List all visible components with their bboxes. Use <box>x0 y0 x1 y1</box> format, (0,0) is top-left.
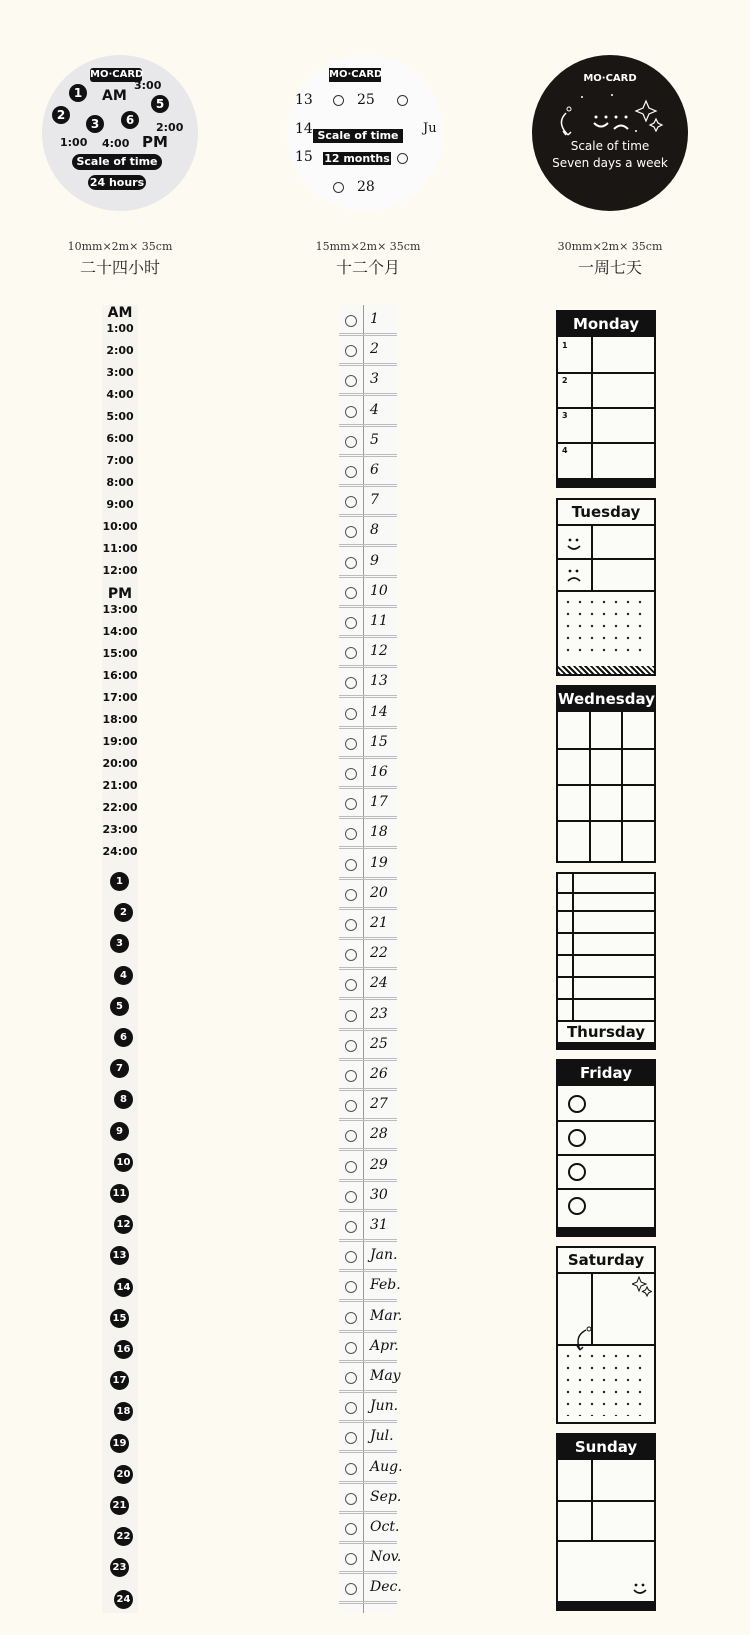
checkbox-circle-icon <box>568 1197 586 1215</box>
hour-number-dot: 6 <box>114 1028 133 1047</box>
row-label: 20 <box>370 884 388 901</box>
ring-icon <box>345 375 357 387</box>
month-num: 14 <box>295 121 313 137</box>
time-label: 8:00 <box>106 476 134 489</box>
month-row <box>339 668 397 698</box>
time-label: 3:00 <box>134 79 162 92</box>
time-label: 11:00 <box>102 542 138 555</box>
row-label: Jul. <box>370 1428 394 1445</box>
month-row <box>339 1423 397 1453</box>
ring-icon <box>345 1010 357 1022</box>
row-label: 5 <box>370 431 379 448</box>
ring-icon <box>345 677 357 689</box>
ring-icon <box>345 1221 357 1233</box>
month-row <box>339 548 397 578</box>
hour-number-dot: 20 <box>114 1465 133 1484</box>
hour-number-dot: 17 <box>110 1371 129 1390</box>
row-label: 6 <box>370 462 379 478</box>
time-label: 17:00 <box>102 691 138 704</box>
month-row <box>339 487 397 517</box>
month-row <box>339 1272 401 1302</box>
ring-icon <box>345 1040 357 1052</box>
card-monday <box>556 310 656 488</box>
day-label: Wednesday <box>558 687 654 712</box>
month-row <box>339 1574 402 1604</box>
ring-icon <box>345 1281 357 1293</box>
hour-number-dot: 8 <box>114 1090 133 1109</box>
hour-number-dot: 10 <box>114 1153 133 1172</box>
month-row <box>339 910 397 940</box>
ring-icon <box>397 153 408 164</box>
ring-icon <box>345 1553 357 1565</box>
ring-icon <box>345 828 357 840</box>
day-label: Thursday <box>558 1020 654 1042</box>
ring-icon <box>345 1432 357 1444</box>
am-label: AM <box>102 88 127 104</box>
ring-icon <box>397 95 408 106</box>
circle-24-hours <box>42 55 198 211</box>
spec-name: 一周七天 <box>577 258 642 277</box>
month-row <box>339 578 397 608</box>
month-row <box>339 638 397 668</box>
ring-icon <box>345 315 357 327</box>
time-label: 24:00 <box>102 845 138 858</box>
time-label: 6:00 <box>106 432 134 445</box>
day-label: Saturday <box>558 1248 654 1274</box>
hour-number-dot: 9 <box>110 1122 129 1141</box>
month-row <box>339 306 397 336</box>
hour-number-dot: 5 <box>110 997 129 1016</box>
month-row <box>339 1212 397 1242</box>
hour-number-dot: 14 <box>114 1278 133 1297</box>
ring-icon <box>345 1161 357 1173</box>
arrow-icon <box>572 1322 598 1352</box>
month-row <box>339 1333 397 1363</box>
ring-icon <box>345 1251 357 1263</box>
row-label: 22 <box>370 945 388 962</box>
hour-number-dot: 21 <box>110 1496 129 1515</box>
row-label: May <box>370 1368 401 1384</box>
hour-dot: 1 <box>69 84 87 102</box>
period-label: AM <box>107 305 133 321</box>
row-label: 27 <box>370 1096 388 1113</box>
card-saturday <box>556 1246 656 1424</box>
time-label: 15:00 <box>102 647 138 660</box>
hour-number-dot: 13 <box>110 1246 129 1265</box>
row-label: 18 <box>370 824 388 841</box>
month-row <box>339 517 397 547</box>
time-label: 5:00 <box>106 410 134 423</box>
row-label: 16 <box>370 764 388 780</box>
ring-icon <box>345 1372 357 1384</box>
ring-icon <box>345 979 357 991</box>
time-label: 7:00 <box>106 454 134 467</box>
row-label: 4 <box>370 401 379 418</box>
hour-dot: 6 <box>121 111 139 129</box>
row-label: 31 <box>370 1217 388 1233</box>
month-row <box>339 457 397 487</box>
ring-icon <box>345 798 357 810</box>
card-sunday <box>556 1433 656 1611</box>
row-label: Feb. <box>370 1277 401 1294</box>
month-row <box>339 1121 397 1151</box>
time-label: 9:00 <box>106 498 134 511</box>
hour-number-dot: 23 <box>110 1558 129 1577</box>
month-num: 15 <box>295 149 313 165</box>
month-row <box>339 1393 397 1423</box>
ring-icon <box>345 708 357 720</box>
spec-24-hours <box>0 240 240 278</box>
row-label: 21 <box>370 915 388 931</box>
circle-12-months <box>287 55 443 211</box>
row-label: 15 <box>370 733 388 750</box>
month-row <box>339 1061 397 1091</box>
smile-icon <box>630 1580 650 1598</box>
month-row <box>339 427 397 457</box>
month-row <box>339 699 397 729</box>
row-label: 9 <box>370 552 379 569</box>
row-label: 26 <box>370 1066 388 1082</box>
row-label: 30 <box>370 1186 388 1203</box>
month-row <box>339 366 397 396</box>
month-row <box>339 880 397 910</box>
month-row <box>339 1454 403 1484</box>
ring-icon <box>345 1312 357 1324</box>
month-row <box>339 940 397 970</box>
row-label: 17 <box>370 794 388 811</box>
hour-dot: 2 <box>52 106 70 124</box>
brand-label: MO·CARD <box>329 69 383 80</box>
dot-grid <box>562 596 650 658</box>
time-label: 18:00 <box>102 713 138 726</box>
time-label: 10:00 <box>102 520 138 533</box>
time-label: 13:00 <box>102 603 138 616</box>
row-label: 19 <box>370 854 388 871</box>
row-label: 1 <box>370 311 379 327</box>
row-label: Jun. <box>370 1398 399 1415</box>
row-label: 23 <box>370 1005 388 1022</box>
day-label: Monday <box>558 312 654 337</box>
time-label: 12:00 <box>102 564 138 577</box>
months-label: 12 months <box>324 152 390 165</box>
hour-dot: 3 <box>86 115 104 133</box>
time-label: 4:00 <box>106 388 134 401</box>
month-row <box>339 850 397 880</box>
row-label: Dec. <box>370 1579 402 1596</box>
spec-name: 十二个月 <box>335 258 400 277</box>
time-label: 2:00 <box>156 121 184 134</box>
month-row <box>339 1001 397 1031</box>
ring-icon <box>345 1463 357 1475</box>
ring-icon <box>345 1523 357 1535</box>
spec-size: 10mm×2m× 35cm <box>67 240 173 253</box>
ring-icon <box>345 526 357 538</box>
hour-number-dot: 7 <box>110 1059 129 1078</box>
row-label: 2 <box>370 341 379 358</box>
time-label: 16:00 <box>102 669 138 682</box>
row-label: 28 <box>370 1126 388 1143</box>
dot-grid <box>562 1350 650 1416</box>
faces-icon <box>552 91 668 141</box>
row-label: Aug. <box>370 1458 403 1475</box>
month-row <box>339 1031 397 1061</box>
row-label: Nov. <box>370 1549 402 1566</box>
edge-text: Ju <box>423 121 437 136</box>
ring-icon <box>345 949 357 961</box>
ring-icon <box>345 1342 357 1354</box>
row-number: 2 <box>562 376 568 385</box>
row-label: 8 <box>370 522 379 539</box>
time-label: 21:00 <box>102 779 138 792</box>
month-row <box>339 1363 401 1393</box>
row-number: 4 <box>562 446 568 455</box>
month-row <box>339 1182 397 1212</box>
hour-number-dot: 1 <box>110 872 129 891</box>
spec-seven-days <box>490 240 730 278</box>
period-label: PM <box>107 586 133 602</box>
month-row <box>339 970 397 1000</box>
circle-seven-days <box>532 55 688 211</box>
sparkle-icon <box>632 1276 652 1298</box>
smile-icon <box>564 534 584 554</box>
month-row <box>339 336 397 366</box>
time-label: 1:00 <box>60 136 88 149</box>
ring-icon <box>345 1130 357 1142</box>
ring-icon <box>345 406 357 418</box>
time-label: 20:00 <box>102 757 138 770</box>
row-label: 7 <box>370 492 379 509</box>
spec-size: 15mm×2m× 35cm <box>315 240 421 253</box>
month-num: 13 <box>295 92 313 108</box>
month-row <box>339 1484 402 1514</box>
row-label: 10 <box>370 582 388 599</box>
hour-number-dot: 2 <box>114 903 133 922</box>
frown-icon <box>564 565 584 585</box>
time-label: 22:00 <box>102 801 138 814</box>
month-row <box>339 1514 400 1544</box>
row-label: Sep. <box>370 1488 402 1505</box>
card-tuesday <box>556 498 656 676</box>
ring-icon <box>345 647 357 659</box>
card-friday <box>556 1059 656 1237</box>
hour-dot: 5 <box>151 95 169 113</box>
time-label: 2:00 <box>106 344 134 357</box>
ring-icon <box>345 1070 357 1082</box>
row-number: 3 <box>562 411 568 420</box>
ring-icon <box>345 617 357 629</box>
day-label: Tuesday <box>558 500 654 526</box>
ring-icon <box>345 557 357 569</box>
brand-label: MO·CARD <box>583 73 637 84</box>
ring-icon <box>345 345 357 357</box>
ring-icon <box>345 466 357 478</box>
ring-icon <box>345 1493 357 1505</box>
ring-icon <box>345 496 357 508</box>
hour-number-dot: 22 <box>114 1527 133 1546</box>
ring-icon <box>345 1191 357 1203</box>
row-label: 29 <box>370 1156 388 1173</box>
ring-icon <box>345 436 357 448</box>
card-thursday <box>556 872 656 1050</box>
ring-icon <box>345 1402 357 1414</box>
scale-label: Scale of time <box>313 129 403 143</box>
spec-name: 二十四小时 <box>79 258 160 277</box>
line2: Seven days a week <box>552 156 668 170</box>
ring-icon <box>345 859 357 871</box>
month-row <box>339 1544 402 1574</box>
row-number: 1 <box>562 341 568 350</box>
row-label: Oct. <box>370 1519 400 1535</box>
row-label: 24 <box>370 975 388 992</box>
month-row <box>339 1091 397 1121</box>
checkbox-circle-icon <box>568 1095 586 1113</box>
time-label: 14:00 <box>102 625 138 638</box>
time-label: 23:00 <box>102 823 138 836</box>
month-row <box>339 397 397 427</box>
day-label: Friday <box>558 1061 654 1086</box>
hour-number-dot: 18 <box>114 1402 133 1421</box>
hour-number-dot: 19 <box>110 1434 129 1453</box>
checkbox-circle-icon <box>568 1129 586 1147</box>
hour-number-dot: 15 <box>110 1309 129 1328</box>
hours-label: 24 hours <box>89 176 145 189</box>
day-label: Sunday <box>558 1435 654 1460</box>
month-num: 25 <box>357 92 375 108</box>
pm-label: PM <box>142 133 168 151</box>
line1: Scale of time <box>570 139 650 153</box>
ring-icon <box>345 587 357 599</box>
time-label: 4:00 <box>102 137 130 150</box>
row-label: 25 <box>370 1035 388 1052</box>
hour-number-dot: 24 <box>114 1590 133 1609</box>
ring-icon <box>345 1583 357 1595</box>
row-label: 12 <box>370 643 388 660</box>
time-label: 1:00 <box>106 322 134 335</box>
brand-label: MO·CARD <box>90 69 144 80</box>
ring-icon <box>333 182 344 193</box>
time-label: 3:00 <box>106 366 134 379</box>
row-label: Apr. <box>370 1337 399 1354</box>
ring-icon <box>345 889 357 901</box>
ring-icon <box>333 95 344 106</box>
month-row <box>339 729 397 759</box>
row-label: 3 <box>370 371 379 388</box>
hour-number-dot: 12 <box>114 1215 133 1234</box>
row-label: Jan. <box>370 1247 398 1264</box>
month-row <box>339 789 397 819</box>
hour-number-dot: 16 <box>114 1340 133 1359</box>
month-row <box>339 608 397 638</box>
ring-icon <box>345 738 357 750</box>
hour-number-dot: 3 <box>110 934 129 953</box>
ring-icon <box>345 768 357 780</box>
ring-icon <box>345 1100 357 1112</box>
month-row <box>339 759 397 789</box>
row-label: 11 <box>370 613 388 629</box>
ring-icon <box>345 919 357 931</box>
hour-number-dot: 4 <box>114 966 133 985</box>
row-label: 14 <box>370 703 388 720</box>
checkbox-circle-icon <box>568 1163 586 1181</box>
scale-label: Scale of time <box>72 154 162 170</box>
spec-size: 30mm×2m× 35cm <box>557 240 663 253</box>
row-label: 13 <box>370 673 388 690</box>
month-row <box>339 1152 397 1182</box>
spec-12-months <box>248 240 488 278</box>
month-row <box>339 819 397 849</box>
time-label: 19:00 <box>102 735 138 748</box>
month-row <box>339 1303 403 1333</box>
card-wednesday <box>556 685 656 863</box>
hour-number-dot: 11 <box>110 1184 129 1203</box>
row-label: Mar. <box>370 1307 403 1324</box>
month-row <box>339 1242 397 1272</box>
month-num: 28 <box>357 179 375 195</box>
